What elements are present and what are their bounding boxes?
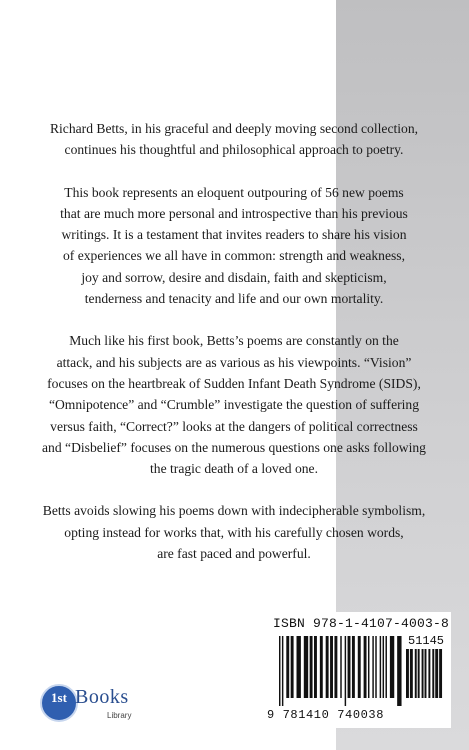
logo-badge-text: 1st bbox=[51, 690, 67, 705]
barcode-bar bbox=[286, 636, 289, 698]
blurb-line: the tragic death of a loved one. bbox=[150, 461, 318, 477]
barcode-bar bbox=[297, 636, 301, 698]
isbn-barcode-box bbox=[265, 612, 451, 728]
barcode-bar bbox=[410, 649, 413, 698]
blurb-line: are fast paced and powerful. bbox=[157, 546, 311, 562]
ean-barcode-icon bbox=[279, 636, 403, 706]
barcode-bar bbox=[348, 636, 351, 698]
barcode-bar bbox=[279, 636, 280, 706]
barcode-bar bbox=[406, 649, 409, 698]
blurb-paragraph bbox=[22, 500, 446, 564]
barcode-bar bbox=[326, 636, 329, 698]
barcode-bar bbox=[435, 649, 438, 698]
blurb-line: tenderness and tenacity and life and our own mortality. bbox=[84, 291, 384, 307]
logo-wordmark: Books bbox=[75, 686, 129, 708]
isbn-label: ISBN 978-1-4107-4003-8 bbox=[273, 616, 450, 631]
blurb-line: “Omnipotence” and “Crumble” investigate the question of suffering bbox=[48, 397, 420, 413]
blurb-line: attack, and his subjects are as various as his viewpoints. “Vision” bbox=[56, 354, 412, 370]
blurb-line: continues his thoughtful and philosophical approach to poetry. bbox=[64, 142, 404, 158]
barcode-bar bbox=[390, 636, 394, 698]
barcode-bar bbox=[425, 649, 427, 698]
barcode-bar bbox=[334, 636, 337, 698]
blurb-line: This book represents an eloquent outpouring of 56 new poems bbox=[64, 184, 404, 200]
blurb-line: versus faith, “Correct?” looks at the dangers of political correctness bbox=[50, 418, 418, 434]
back-cover-blurb bbox=[22, 118, 446, 585]
logo-subtitle: Library bbox=[107, 711, 132, 720]
blurb-line: Much like his first book, Betts’s poems are constantly on the bbox=[69, 333, 399, 349]
blurb-line: opting instead for works that, with his carefully chosen words, bbox=[64, 524, 404, 540]
price-code: 51145 bbox=[408, 634, 445, 648]
ean-digits: 9 781410 740038 bbox=[267, 708, 385, 722]
barcode-bar bbox=[415, 649, 417, 698]
barcode-bar bbox=[314, 636, 317, 698]
barcode-bar bbox=[428, 649, 430, 698]
barcode-bar bbox=[439, 649, 442, 698]
barcode-bar bbox=[422, 649, 424, 698]
blurb-line: and “Disbelief” focuses on the numerous questions one asks following bbox=[42, 439, 426, 455]
blurb-paragraph bbox=[22, 118, 446, 161]
blurb-line: joy and sorrow, desire and disdain, faith and skepticism, bbox=[81, 269, 387, 285]
barcode-bar bbox=[291, 636, 294, 698]
barcode-bar bbox=[418, 649, 420, 698]
blurb-line: writings. It is a testament that invites readers to share his vision bbox=[61, 227, 407, 243]
barcode-bar bbox=[304, 636, 308, 698]
barcode-bar bbox=[310, 636, 313, 698]
barcode-bar bbox=[432, 649, 434, 698]
blurb-paragraph bbox=[22, 182, 446, 310]
blurb-line: that are much more personal and introspective than his previous bbox=[60, 205, 408, 221]
barcode-bar bbox=[383, 636, 384, 698]
barcode-bar bbox=[340, 636, 341, 698]
barcode-bar bbox=[397, 636, 401, 706]
barcode-bar bbox=[375, 636, 376, 698]
barcode-bar bbox=[282, 636, 283, 706]
barcode-bar bbox=[320, 636, 323, 698]
barcode-bar bbox=[352, 636, 355, 698]
barcode-bar bbox=[372, 636, 373, 698]
publisher-logo bbox=[40, 680, 160, 730]
barcode-bar bbox=[385, 636, 386, 698]
blurb-line: Betts avoids slowing his poems down with indecipherable symbolism, bbox=[42, 503, 426, 519]
blurb-line: of experiences we all have in common: strength and weakness, bbox=[63, 248, 405, 264]
blurb-paragraph bbox=[22, 330, 446, 479]
barcode-bar bbox=[330, 636, 333, 698]
barcode-bar bbox=[364, 636, 367, 698]
barcode-bar bbox=[380, 636, 381, 698]
barcode-bar bbox=[345, 636, 346, 706]
blurb-line: Richard Betts, in his graceful and deeply moving second collection, bbox=[49, 121, 419, 136]
barcode-bar bbox=[358, 636, 361, 698]
addon-barcode-icon bbox=[406, 649, 444, 706]
barcode-bar bbox=[368, 636, 369, 698]
blurb-line: focuses on the heartbreak of Sudden Infant Death Syndrome (SIDS), bbox=[47, 375, 421, 391]
